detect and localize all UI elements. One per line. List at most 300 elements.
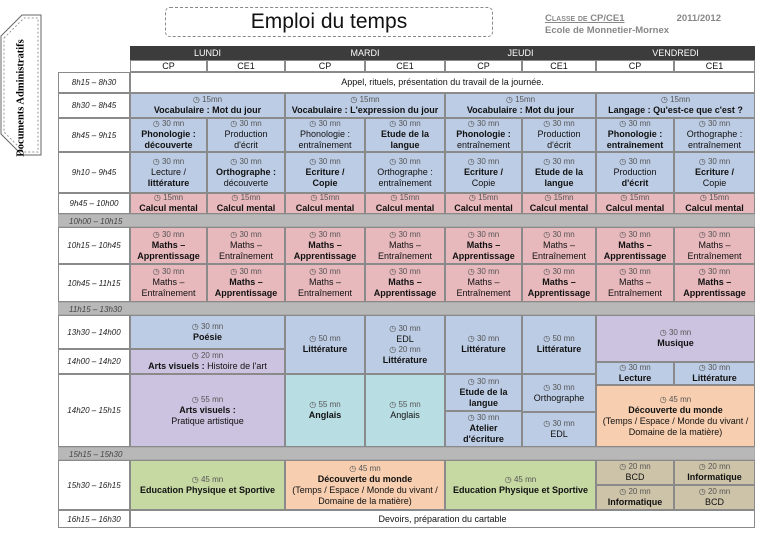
subject-label: Atelier bbox=[469, 423, 498, 433]
lesson-cell bbox=[596, 93, 755, 118]
duration-label: ◷ 30 mn bbox=[152, 229, 185, 239]
subject-label: Calcul mental bbox=[454, 203, 513, 213]
duration-label: ◷ 55 mn bbox=[191, 394, 224, 404]
subject-label: Littérature bbox=[302, 344, 348, 354]
subject-label: Calcul mental bbox=[685, 203, 744, 213]
subject-label: Anglais bbox=[308, 410, 342, 420]
text-label: CE1 bbox=[396, 60, 414, 71]
text-label: VENDREDI bbox=[652, 47, 699, 58]
lesson-cell bbox=[674, 118, 755, 152]
level-header bbox=[596, 60, 674, 72]
duration-label: ◷ 30 mn bbox=[389, 267, 421, 276]
subject-label: Phonologie : bbox=[141, 129, 196, 139]
subject-label: Production bbox=[224, 129, 268, 139]
lesson-cell bbox=[445, 118, 522, 152]
text-label: LUNDI bbox=[193, 47, 221, 58]
lesson-cell bbox=[674, 485, 755, 510]
subject-label: EDL bbox=[550, 429, 568, 439]
duration-label: ◷ 30 mn bbox=[619, 363, 651, 372]
subject-label: entraînement bbox=[378, 177, 432, 188]
lesson-cell bbox=[207, 264, 285, 302]
subject-label: Calcul mental bbox=[216, 203, 276, 213]
time-label: 11h15 – 13h30 bbox=[69, 305, 122, 314]
duration-label: ◷ 55 mn bbox=[389, 400, 421, 409]
subject-label: Informatique bbox=[687, 472, 742, 482]
subject-label: Entraînement bbox=[377, 250, 433, 261]
subject-label: Entraînement bbox=[297, 288, 353, 298]
text-label: CP bbox=[628, 60, 642, 71]
subject-label: Informatique bbox=[607, 497, 663, 507]
lesson-cell bbox=[207, 152, 285, 193]
duration-label: ◷ 30 mn bbox=[543, 156, 575, 166]
text-label: 10h15 – 10h45 bbox=[67, 241, 121, 250]
subject-label: Copie bbox=[312, 177, 338, 188]
class-label: Classe de CP/CE1 bbox=[545, 13, 625, 24]
duration-label: ◷ 30 mn bbox=[467, 413, 500, 422]
subject-label: Maths – bbox=[229, 277, 263, 287]
duration-label: ◷ 20 mn bbox=[389, 344, 421, 354]
subject-label: Apprentissage bbox=[603, 250, 667, 261]
duration-label: ◷ 30 mn bbox=[543, 419, 575, 428]
lesson-cell bbox=[445, 315, 522, 374]
text-label: 14h00 – 14h20 bbox=[67, 357, 121, 366]
lesson-cell bbox=[522, 227, 596, 264]
time-label bbox=[58, 193, 130, 214]
text-label: 8h30 – 8h45 bbox=[71, 101, 117, 110]
subject-label: d'écrit bbox=[621, 177, 649, 188]
duration-label: ◷ 45 mn bbox=[659, 394, 692, 404]
lesson-cell bbox=[285, 264, 365, 302]
subject-label: Calcul mental bbox=[605, 203, 665, 213]
subject-label: Entraînement bbox=[607, 288, 663, 298]
subject-label: Entraînement bbox=[141, 288, 196, 298]
subject-label: Découverte du monde bbox=[628, 404, 723, 415]
time-label bbox=[58, 315, 130, 349]
school-year: 2011/2012 bbox=[676, 13, 721, 24]
subject-label: entraînement bbox=[687, 140, 742, 150]
duration-label: ◷ 30 mn bbox=[389, 323, 421, 333]
lesson-cell bbox=[522, 412, 596, 447]
subject-label: Maths – bbox=[618, 277, 651, 287]
duration-label: ◷ 30 mn bbox=[619, 119, 651, 128]
subject-label: Production bbox=[537, 129, 581, 139]
subject-label: Copie bbox=[702, 177, 727, 188]
duration-label: ◷ 50 mn bbox=[543, 334, 575, 343]
lesson-cell bbox=[445, 152, 522, 193]
homework-row bbox=[130, 510, 755, 528]
duration-label: ◷ 30 mn bbox=[152, 119, 185, 128]
subject-label: Education Physique et Sportive bbox=[139, 484, 276, 495]
time-label: 15h15 – 15h30 bbox=[69, 450, 123, 459]
subject-label: Copie bbox=[471, 177, 496, 188]
lesson-cell bbox=[522, 152, 596, 193]
subject-label: Maths – bbox=[542, 239, 575, 250]
duration-label: ◷ 55 mn bbox=[309, 400, 341, 409]
subject-label: Orthographe : bbox=[686, 129, 743, 139]
time-label bbox=[58, 374, 130, 447]
lesson-cell bbox=[130, 152, 207, 193]
subject-label: Maths – bbox=[466, 239, 501, 250]
lesson-cell bbox=[365, 264, 445, 302]
text-label: JEUDI bbox=[507, 47, 534, 58]
duration-label: ◷ 15mn bbox=[699, 193, 730, 202]
subject-label: Orthographe : bbox=[377, 166, 433, 177]
subject-label: Poésie bbox=[192, 331, 223, 342]
duration-label: ◷ 30 mn bbox=[152, 267, 185, 276]
duration-label: ◷ 15mn bbox=[544, 193, 574, 202]
subject-label: Apprentissage bbox=[214, 288, 278, 298]
duration-label: ◷ 20 mn bbox=[191, 351, 224, 360]
lesson-cell bbox=[596, 118, 674, 152]
time-label bbox=[58, 510, 130, 528]
duration-label: ◷ 30 mn bbox=[309, 267, 341, 276]
duration-label: ◷ 15mn bbox=[192, 95, 223, 104]
subject-label: entraînement bbox=[298, 140, 352, 150]
subject-label: Apprentissage bbox=[293, 250, 357, 261]
lesson-cell bbox=[596, 362, 674, 385]
duration-label: ◷ 30 mn bbox=[230, 229, 262, 239]
subject-label: Phonologie : bbox=[607, 129, 663, 139]
subject-label: Arts visuels : bbox=[179, 404, 236, 415]
subject-label: langue bbox=[544, 177, 574, 188]
text-label: CE1 bbox=[705, 60, 724, 71]
subject-label: Maths – bbox=[697, 277, 732, 287]
subject-label: Maths – bbox=[542, 277, 576, 287]
lesson-cell bbox=[365, 118, 445, 152]
lesson-cell bbox=[445, 374, 522, 411]
subject-label: Entraînement bbox=[687, 250, 742, 261]
duration-label: ◷ 30 mn bbox=[389, 119, 421, 128]
lesson-cell bbox=[285, 315, 365, 374]
subject-label: Etude de la bbox=[534, 166, 583, 177]
subject-label: Entraînement bbox=[456, 288, 511, 298]
duration-label: ◷ 45 mn bbox=[349, 463, 381, 473]
lesson-cell bbox=[596, 460, 674, 485]
text-label: CE1 bbox=[550, 60, 568, 71]
day-header bbox=[596, 46, 755, 60]
lesson-cell bbox=[596, 152, 674, 193]
subject-label: Littérature bbox=[461, 344, 506, 354]
subject-label: Vocabulaire : Mot du jour bbox=[153, 105, 262, 115]
subject-label: littérature bbox=[147, 177, 190, 188]
duration-label: ◷ 30 mn bbox=[543, 229, 575, 239]
lesson-cell bbox=[130, 349, 285, 374]
lesson-cell bbox=[365, 315, 445, 374]
duration-label: ◷ 20 mn bbox=[698, 462, 731, 471]
lesson-cell bbox=[596, 485, 674, 510]
school-name: Ecole de Monnetier-Mornex bbox=[545, 25, 670, 36]
documents-tab-label: Documents Administratifs bbox=[15, 39, 27, 157]
page-title: Emploi du temps bbox=[250, 10, 408, 33]
lesson-cell bbox=[445, 193, 522, 214]
lesson-cell bbox=[674, 264, 755, 302]
level-header bbox=[285, 60, 365, 72]
break-row bbox=[58, 214, 755, 227]
duration-label: ◷ 30 mn bbox=[467, 376, 500, 386]
lesson-cell bbox=[365, 374, 445, 447]
lesson-cell bbox=[596, 227, 674, 264]
subject-label: Etude de la bbox=[459, 386, 508, 397]
duration-label: ◷ 15mn bbox=[350, 95, 380, 104]
duration-label: ◷ 30 mn bbox=[230, 156, 262, 166]
text-label: 9h45 – 10h00 bbox=[69, 199, 119, 208]
lesson-cell bbox=[207, 118, 285, 152]
duration-label: ◷ 30 mn bbox=[698, 229, 731, 239]
duration-label: ◷ 30 mn bbox=[698, 156, 731, 166]
time-label bbox=[58, 118, 130, 152]
subject-label: Lecture bbox=[618, 373, 652, 383]
subject-label: Vocabulaire : L'expression du jour bbox=[291, 105, 439, 115]
subject-label: Orthographe bbox=[533, 392, 585, 403]
subject-label: d'écrit bbox=[547, 140, 571, 150]
text-label: 10h45 – 11h15 bbox=[67, 278, 121, 288]
duration-label: ◷ 45 mn bbox=[504, 474, 537, 484]
lesson-cell bbox=[596, 315, 755, 362]
subject-label: Maths – bbox=[308, 239, 342, 250]
subject-label: BCD bbox=[625, 472, 645, 482]
subject-label: Maths – bbox=[152, 277, 185, 287]
subject-label: EDL bbox=[396, 333, 414, 344]
lesson-cell bbox=[596, 264, 674, 302]
lesson-cell bbox=[445, 411, 522, 447]
subject-label: BCD bbox=[704, 497, 724, 507]
lesson-cell bbox=[130, 264, 207, 302]
subject-label: Apprentissage bbox=[137, 250, 200, 261]
level-header bbox=[207, 60, 285, 72]
duration-label: ◷ 15mn bbox=[505, 95, 536, 104]
text-label: 8h15 – 8h30 bbox=[71, 78, 117, 87]
lesson-cell bbox=[445, 460, 596, 510]
subject-label: Etude de la bbox=[380, 129, 429, 139]
lesson-cell bbox=[130, 118, 207, 152]
text-label: 15h30 – 16h15 bbox=[67, 480, 121, 490]
lesson-cell bbox=[285, 118, 365, 152]
text-label: MARDI bbox=[350, 47, 380, 58]
lesson-cell bbox=[522, 264, 596, 302]
break-row bbox=[58, 302, 755, 315]
duration-label: ◷ 20 mn bbox=[619, 487, 651, 496]
text-label: CP bbox=[477, 60, 490, 71]
level-header bbox=[445, 60, 522, 72]
lesson-cell bbox=[674, 362, 755, 385]
level-header bbox=[674, 60, 755, 72]
subject-label: découverte bbox=[223, 177, 269, 188]
subject-label: Littérature bbox=[692, 373, 737, 383]
subject-label: Maths – bbox=[467, 277, 500, 287]
lesson-cell bbox=[285, 374, 365, 447]
lesson-cell bbox=[522, 193, 596, 214]
duration-label: ◷ 30 mn bbox=[619, 156, 651, 166]
lesson-cell bbox=[365, 152, 445, 193]
subject-label: Calcul mental bbox=[295, 203, 355, 213]
lesson-cell bbox=[130, 227, 207, 264]
subject-label: Maths – bbox=[229, 239, 262, 250]
duration-label: ◷ 30 mn bbox=[467, 119, 500, 128]
text-label: 13h30 – 14h00 bbox=[67, 327, 121, 337]
lesson-cell bbox=[130, 460, 285, 510]
duration-label: ◷ 45 mn bbox=[191, 474, 224, 484]
lesson-cell bbox=[445, 227, 522, 264]
lesson-cell bbox=[130, 374, 285, 447]
subject-label: Apprentissage bbox=[527, 288, 591, 298]
subject-label: Maths – bbox=[698, 239, 731, 250]
subject-label: Ecriture / bbox=[305, 166, 345, 177]
duration-label: ◷ 30 mn bbox=[230, 267, 262, 276]
subject-label: Découverte du monde bbox=[317, 473, 413, 484]
lesson-cell bbox=[445, 93, 596, 118]
lesson-cell bbox=[445, 264, 522, 302]
duration-label: ◷ 30 mn bbox=[467, 229, 500, 239]
lesson-cell bbox=[130, 315, 285, 349]
subject-label: Phonologie : bbox=[299, 129, 351, 139]
lesson-cell bbox=[130, 193, 207, 214]
lesson-cell bbox=[207, 193, 285, 214]
subject-label: Apprentissage bbox=[683, 288, 746, 298]
subject-label: Calcul mental bbox=[139, 203, 198, 213]
subject-label: entraînement bbox=[456, 140, 511, 150]
subject-label: Maths – bbox=[151, 239, 186, 250]
duration-label: ◷ 20 mn bbox=[698, 487, 731, 496]
subject-label: Anglais bbox=[390, 410, 420, 420]
duration-label: ◷ 15mn bbox=[660, 95, 691, 104]
subject-label: Phonologie : bbox=[456, 129, 511, 139]
subject-label: Langage : Qu'est-ce que c'est ? bbox=[608, 105, 743, 115]
subject-label: Orthographe : bbox=[216, 166, 276, 177]
duration-label: ◷ 15mn bbox=[390, 193, 420, 202]
duration-label: ◷ 30 mn bbox=[309, 156, 341, 166]
text-label: CP bbox=[162, 60, 175, 71]
duration-label: ◷ 15mn bbox=[468, 193, 499, 202]
duration-label: ◷ 30 mn bbox=[467, 156, 500, 166]
subject-label: Pratique artistique bbox=[171, 415, 244, 426]
duration-label: ◷ 30 mn bbox=[309, 229, 341, 239]
duration-label: ◷ 15mn bbox=[231, 193, 261, 202]
duration-label: ◷ 30 mn bbox=[698, 267, 731, 276]
time-label: 10h00 – 10h15 bbox=[69, 217, 123, 226]
subject-label: Devoirs, préparation du cartable bbox=[378, 513, 507, 524]
subject-label: Maths – bbox=[308, 277, 341, 287]
lesson-cell bbox=[522, 374, 596, 412]
duration-label: ◷ 50 mn bbox=[309, 334, 341, 343]
lesson-cell bbox=[674, 460, 755, 485]
level-header bbox=[130, 60, 207, 72]
duration-label: ◷ 30 mn bbox=[230, 119, 262, 128]
subject-label: Apprentissage bbox=[373, 288, 437, 298]
text-label: CE1 bbox=[237, 60, 255, 71]
duration-label: ◷ 30 mn bbox=[619, 229, 651, 239]
lesson-cell bbox=[365, 227, 445, 264]
subject-label: Entraînement bbox=[531, 250, 587, 261]
subject-label: Musique bbox=[657, 338, 694, 348]
subject-label: Arts visuels : Histoire de l'art bbox=[148, 361, 267, 371]
subject-label: Ecriture / bbox=[463, 166, 503, 177]
subject-label: Littérature bbox=[536, 344, 582, 354]
subject-label: d'écriture bbox=[463, 434, 504, 444]
subject-label: Entraînement bbox=[218, 250, 274, 261]
duration-label: ◷ 30 mn bbox=[543, 119, 575, 128]
duration-label: ◷ 15mn bbox=[310, 193, 340, 202]
lesson-cell bbox=[285, 93, 445, 118]
subject-label: langue bbox=[468, 397, 498, 408]
subject-label: langue bbox=[390, 140, 420, 150]
text-label: 8h45 – 9h15 bbox=[71, 130, 117, 140]
duration-label: ◷ 30 mn bbox=[659, 328, 692, 337]
time-label bbox=[58, 72, 130, 93]
time-label bbox=[58, 152, 130, 193]
day-header bbox=[445, 46, 596, 60]
lesson-cell bbox=[674, 227, 755, 264]
time-label bbox=[58, 460, 130, 510]
duration-label: ◷ 30 mn bbox=[191, 321, 224, 331]
day-header bbox=[285, 46, 445, 60]
time-label bbox=[58, 349, 130, 374]
text-label: 14h20 – 15h15 bbox=[67, 406, 121, 415]
lesson-cell bbox=[130, 93, 285, 118]
subject-label: Maths – bbox=[618, 239, 652, 250]
subject-label: Calcul mental bbox=[529, 203, 589, 213]
lesson-cell bbox=[285, 460, 445, 510]
duration-label: ◷ 30 mn bbox=[619, 267, 651, 276]
duration-label: ◷ 15mn bbox=[620, 193, 650, 202]
duration-label: ◷ 30 mn bbox=[467, 267, 500, 276]
subject-label: Production bbox=[613, 166, 657, 177]
welcome-row bbox=[130, 72, 755, 93]
duration-label: ◷ 30 mn bbox=[309, 119, 341, 128]
subject-label: Apprentissage bbox=[452, 250, 515, 261]
duration-label: ◷ 20 mn bbox=[619, 462, 651, 471]
time-label bbox=[58, 93, 130, 118]
lesson-cell bbox=[365, 193, 445, 214]
subject-label: Calcul mental bbox=[375, 203, 435, 213]
lesson-cell bbox=[674, 152, 755, 193]
lesson-cell bbox=[596, 193, 674, 214]
subject-label: (Temps / Espace / Monde du vivant / Domaine de la matière) bbox=[602, 415, 749, 437]
subject-label: Maths – bbox=[388, 239, 421, 250]
duration-label: ◷ 30 mn bbox=[698, 363, 731, 372]
text-label: 9h10 – 9h45 bbox=[71, 168, 117, 177]
break-row bbox=[58, 447, 755, 460]
subject-label: Education Physique et Sportive bbox=[452, 484, 589, 495]
duration-label: ◷ 30 mn bbox=[152, 156, 185, 166]
subject-label: Ecriture / bbox=[694, 166, 734, 177]
time-label bbox=[58, 227, 130, 264]
day-header bbox=[130, 46, 285, 60]
lesson-cell bbox=[596, 385, 755, 447]
duration-label: ◷ 30 mn bbox=[467, 334, 500, 343]
lesson-cell bbox=[285, 193, 365, 214]
subject-label: Littérature bbox=[382, 354, 428, 365]
lesson-cell bbox=[522, 118, 596, 152]
duration-label: ◷ 15mn bbox=[153, 193, 184, 202]
duration-label: ◷ 30 mn bbox=[543, 267, 575, 276]
lesson-cell bbox=[522, 315, 596, 374]
time-label bbox=[58, 264, 130, 302]
text-label: CP bbox=[318, 60, 332, 71]
subject-label: Maths – bbox=[388, 277, 422, 287]
subject-label: entraînement bbox=[606, 140, 664, 150]
lesson-cell bbox=[285, 227, 365, 264]
duration-label: ◷ 30 mn bbox=[543, 382, 575, 392]
subject-label: Lecture / bbox=[150, 166, 187, 177]
level-header bbox=[365, 60, 445, 72]
subject-label: Vocabulaire : Mot du jour bbox=[466, 105, 575, 115]
duration-label: ◷ 30 mn bbox=[389, 229, 421, 239]
subject-label: Appel, rituels, présentation du travail de la journée. bbox=[341, 77, 544, 87]
duration-label: ◷ 30 mn bbox=[698, 119, 731, 128]
subject-label: d'écrit bbox=[234, 140, 258, 150]
level-header bbox=[522, 60, 596, 72]
lesson-cell bbox=[285, 152, 365, 193]
